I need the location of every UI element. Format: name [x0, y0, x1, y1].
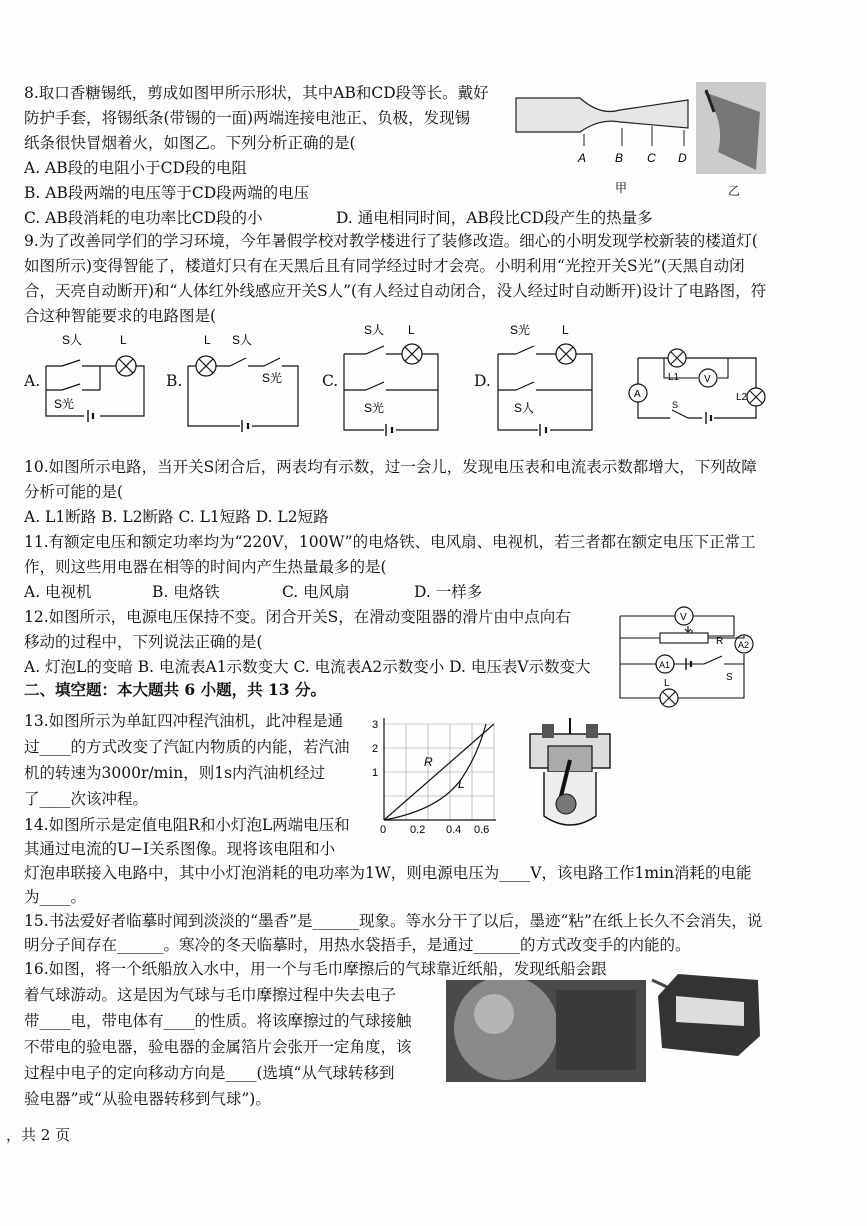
q11-option-d: D. 一样多: [414, 583, 483, 601]
q11-line-1: 11.有额定电压和额定功率均为“220V，100W”的电烙铁、电风扇、电视机，若三者都在额定电压下正常工: [24, 533, 756, 551]
svg-text:S人: S人: [364, 323, 385, 337]
burning-foil-photo: [696, 82, 766, 174]
q11-option-a: A. 电视机: [24, 583, 92, 601]
label-lamp: L: [120, 333, 127, 347]
section-two-heading: 二、填空题：本大题共 6 小题，共 13 分。: [24, 680, 326, 699]
svg-text:R: R: [716, 636, 724, 647]
q16-line-4: 不带电的验电器，验电器的金属箔片会张开一定角度，该: [24, 1038, 412, 1056]
svg-text:L: L: [408, 323, 415, 337]
svg-text:V: V: [680, 612, 687, 623]
circuit-d: [494, 320, 602, 440]
label-s-ren: S人: [62, 333, 83, 347]
rheostat-icon: [660, 633, 708, 643]
q14-line-1: 14.如图所示是定值电阻R和小灯泡L两端电压和: [24, 816, 350, 834]
y-tick-3: 3: [372, 719, 379, 731]
x-tick-04: 0.4: [446, 824, 462, 836]
u-i-graph: [370, 714, 500, 838]
q12-options: A. 灯泡L的变暗 B. 电流表A1示数变大 C. 电流表A2示数变小 D. 电压表V示数变大: [24, 658, 591, 676]
q12-line-1: 12.如图所示，电源电压保持不变。闭合开关S，在滑动变阻器的滑片由中点向右: [24, 608, 571, 626]
svg-text:S光: S光: [510, 323, 531, 337]
q16-line-3: 带____电，带电体有____的性质。将该摩擦过的气球接触: [24, 1012, 412, 1030]
svg-text:S人: S人: [514, 401, 535, 415]
q16-line-1: 16.如图，将一个纸船放入水中，用一个与毛巾摩擦后的气球靠近纸船，发现纸船会跟: [24, 960, 607, 978]
paper-boat-photo: [648, 966, 766, 1058]
engine-figure: [520, 716, 620, 836]
svg-text:L1: L1: [668, 372, 680, 383]
q15-line-1: 15.书法爱好者临摹时闻到淡淡的“墨香”是______现象。等水分干了以后，墨迹“粘”在纸上长久不会消失，说: [24, 912, 763, 930]
x-tick-02: 0.2: [410, 824, 426, 836]
q9-line-4: 合这种智能要求的电路图是(: [24, 307, 217, 325]
tinfoil-figure: [512, 88, 692, 198]
label-a: A: [578, 151, 587, 165]
q13-line-1: 13.如图所示为单缸四冲程汽油机，此冲程是通: [24, 712, 344, 730]
q12-circuit: [612, 604, 762, 714]
svg-text:S光: S光: [364, 401, 385, 415]
svg-text:L: L: [562, 323, 569, 337]
svg-text:S人: S人: [232, 333, 253, 347]
q8-option-b: B. AB段两端的电压等于CD段两端的电压: [24, 184, 310, 202]
q11-line-2: 作，则这些用电器在相等的时间内产生热量最多的是(: [24, 558, 387, 576]
q9-line-3: 合，天亮自动断开)和“人体红外线感应开关S人”(有人经过自动闭合，没人经过时自动断开)设计了电路图，符: [24, 282, 767, 300]
x-tick-0: 0: [380, 824, 387, 836]
y-tick-1: 1: [372, 767, 379, 779]
q14-line-3: 灯泡串联接入电路中，其中小灯泡消耗的电功率为1W，则电源电压为____V，该电路工作1min消耗的电能: [24, 864, 752, 882]
circuit-a: [40, 330, 150, 430]
q9-line-1: 9.为了改善同学们的学习环境，今年暑假学校对教学楼进行了装修改造。细心的小明发现学校新装的楼道灯(: [24, 232, 758, 250]
q10-options: A. L1断路 B. L2断路 C. L1短路 D. L2短路: [24, 508, 329, 526]
q9-option-d: D.: [474, 372, 491, 390]
label-d: D: [678, 151, 687, 165]
page-footer: ，共 2 页: [6, 1126, 71, 1144]
q11-option-b: B. 电烙铁: [152, 583, 220, 601]
label-s-guang: S光: [54, 397, 75, 411]
q8-option-c: C. AB段消耗的电功率比CD段的小: [24, 209, 263, 227]
circuit-c: [340, 320, 448, 440]
q15-line-2: 明分子间存在______。寒冷的冬天临摹时，用热水袋捂手，是通过______的方式改变手的内能的。: [24, 936, 691, 954]
svg-text:S光: S光: [262, 371, 283, 385]
q8-option-d: D. 通电相同时间，AB段比CD段产生的热量多: [336, 209, 653, 227]
q9-option-c: C.: [322, 372, 339, 390]
y-tick-2: 2: [372, 743, 379, 755]
q13-line-2: 过____的方式改变了汽缸内物质的内能，若汽油: [24, 738, 350, 756]
svg-text:L: L: [664, 678, 670, 689]
q10-circuit: [624, 340, 774, 426]
q14-line-2: 其通过电流的U−I关系图像。现将该电阻和小: [24, 840, 336, 858]
q8-line-3: 纸条很快冒烟着火，如图乙。下列分析正确的是(: [24, 134, 356, 152]
q12-line-2: 移动的过程中，下列说法正确的是(: [24, 633, 263, 651]
q9-option-a: A.: [24, 372, 41, 390]
q8-option-a: A. AB段的电阻小于CD段的电阻: [24, 159, 247, 177]
x-tick-06: 0.6: [474, 824, 490, 836]
q9-option-b: B.: [166, 372, 183, 390]
q16-line-2: 着气球游动。这是因为气球与毛巾摩擦过程中失去电子: [24, 986, 397, 1004]
label-b: B: [615, 151, 624, 165]
svg-text:S: S: [726, 672, 733, 683]
balloon-photo: [446, 980, 646, 1082]
q13-line-3: 机的转速为3000r/min，则1s内汽油机经过: [24, 764, 326, 782]
q10-line-1: 10.如图所示电路，当开关S闭合后，两表均有示数，过一会儿，发现电压表和电流表示数都增大，下列故障: [24, 458, 757, 476]
q14-line-4: 为____。: [24, 888, 87, 906]
svg-text:S: S: [672, 400, 679, 410]
svg-text:A1: A1: [659, 660, 671, 670]
svg-text:A: A: [634, 389, 641, 400]
curve-label-r: R: [424, 755, 433, 769]
q16-line-5: 过程中电子的定向移动方向是____(选填“从气球转移到: [24, 1064, 395, 1082]
caption-yi: 乙: [728, 184, 741, 198]
svg-text:L: L: [204, 333, 211, 347]
svg-text:V: V: [704, 374, 711, 385]
q13-line-4: 了____次该冲程。: [24, 790, 149, 808]
q9-line-2: 如图所示)变得智能了，楼道灯只有在天黑后且有同学经过时才会亮。小明利用“光控开关S光”(天黑自动闭: [24, 257, 745, 275]
q8-line-2: 防护手套，将锡纸条(带锡的一面)两端连接电池正、负极，发现锡: [24, 109, 471, 127]
circuit-b: [184, 330, 304, 436]
caption-jia: 甲: [615, 181, 628, 195]
q16-line-6: 验电器”或“从验电器转移到气球”)。: [24, 1090, 271, 1108]
crankshaft-icon: [556, 794, 576, 814]
q11-option-c: C. 电风扇: [282, 583, 350, 601]
svg-text:L2: L2: [736, 392, 748, 403]
curve-label-l: L: [458, 777, 465, 791]
q8-line-1: 8.取口香糖锡纸，剪成如图甲所示形状，其中AB和CD段等长。戴好: [24, 84, 489, 102]
svg-text:A2: A2: [738, 640, 750, 650]
q10-line-2: 分析可能的是(: [24, 483, 124, 501]
label-c: C: [647, 151, 656, 165]
